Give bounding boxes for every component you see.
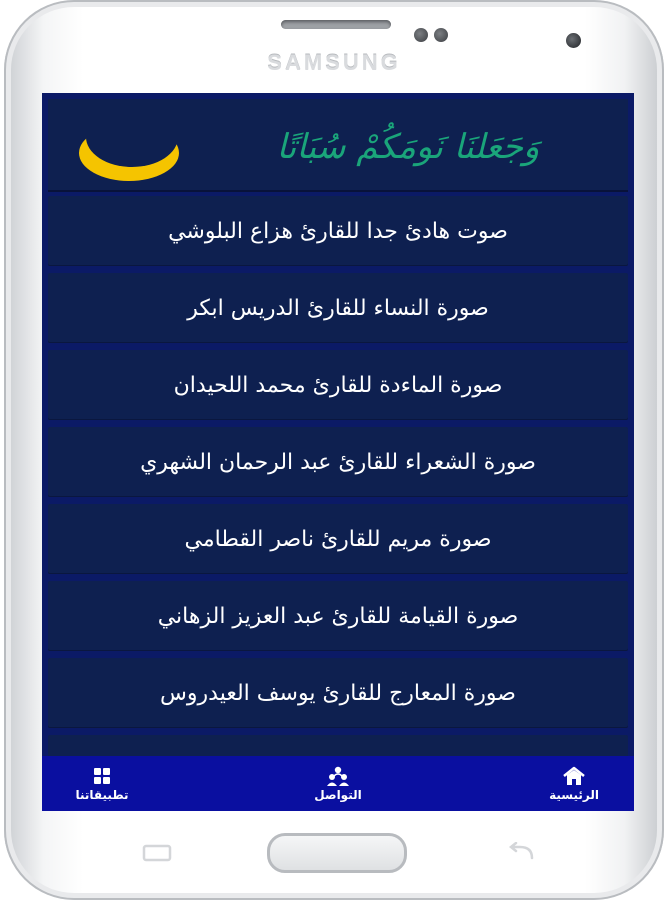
list-item-label: صورة القيامة للقارئ عبد العزيز الزهاني <box>157 603 519 629</box>
list-item[interactable] <box>48 581 628 651</box>
list-item-label: صورة مريم للقارئ ناصر القطامي <box>184 526 492 552</box>
list-item-label: صورة الماءدة للقارئ محمد اللحيدان <box>173 372 503 398</box>
bottom-navigation <box>42 756 634 811</box>
front-camera <box>566 33 581 48</box>
list-item[interactable] <box>48 350 628 420</box>
list-item-label: صوت هادئ جدا للقارئ هزاع البلوشي <box>168 218 508 244</box>
list-item-label: صورة النساء للقارئ الدريس ابكر <box>187 295 489 321</box>
brand-logo: SAMSUNG <box>267 50 401 75</box>
light-sensor <box>434 28 448 42</box>
nav-apps-label: تطبيقاتنا <box>75 787 129 802</box>
back-key-icon[interactable] <box>504 842 540 864</box>
people-icon <box>326 766 350 786</box>
list-item[interactable] <box>48 273 628 343</box>
crescent-moon-icon <box>74 119 184 183</box>
list-item[interactable] <box>48 658 628 728</box>
nav-apps-button[interactable] <box>42 766 162 802</box>
app-screen <box>42 93 634 811</box>
nav-home-button[interactable] <box>514 766 634 802</box>
recent-apps-key-icon[interactable] <box>140 842 176 864</box>
recitation-list <box>48 196 628 811</box>
earpiece-speaker <box>281 20 391 29</box>
home-icon <box>562 766 586 786</box>
verse-title: وَجَعَلنَا نَومَكُمْ سُبَاتًا <box>276 127 540 167</box>
phone-frame <box>4 0 664 900</box>
list-item[interactable] <box>48 504 628 574</box>
list-item-label: صورة المعارج للقارئ يوسف العيدروس <box>160 680 516 706</box>
nav-contact-label: التواصل <box>314 787 362 802</box>
grid-icon <box>90 766 114 786</box>
list-item[interactable] <box>48 196 628 266</box>
header-banner <box>48 99 628 192</box>
nav-home-label: الرئيسية <box>549 787 599 802</box>
list-item[interactable] <box>48 427 628 497</box>
nav-contact-button[interactable] <box>278 766 398 802</box>
proximity-sensor <box>414 28 428 42</box>
home-hardware-button[interactable] <box>267 833 407 873</box>
list-item-label: صورة الشعراء للقارئ عبد الرحمان الشهري <box>140 449 536 475</box>
